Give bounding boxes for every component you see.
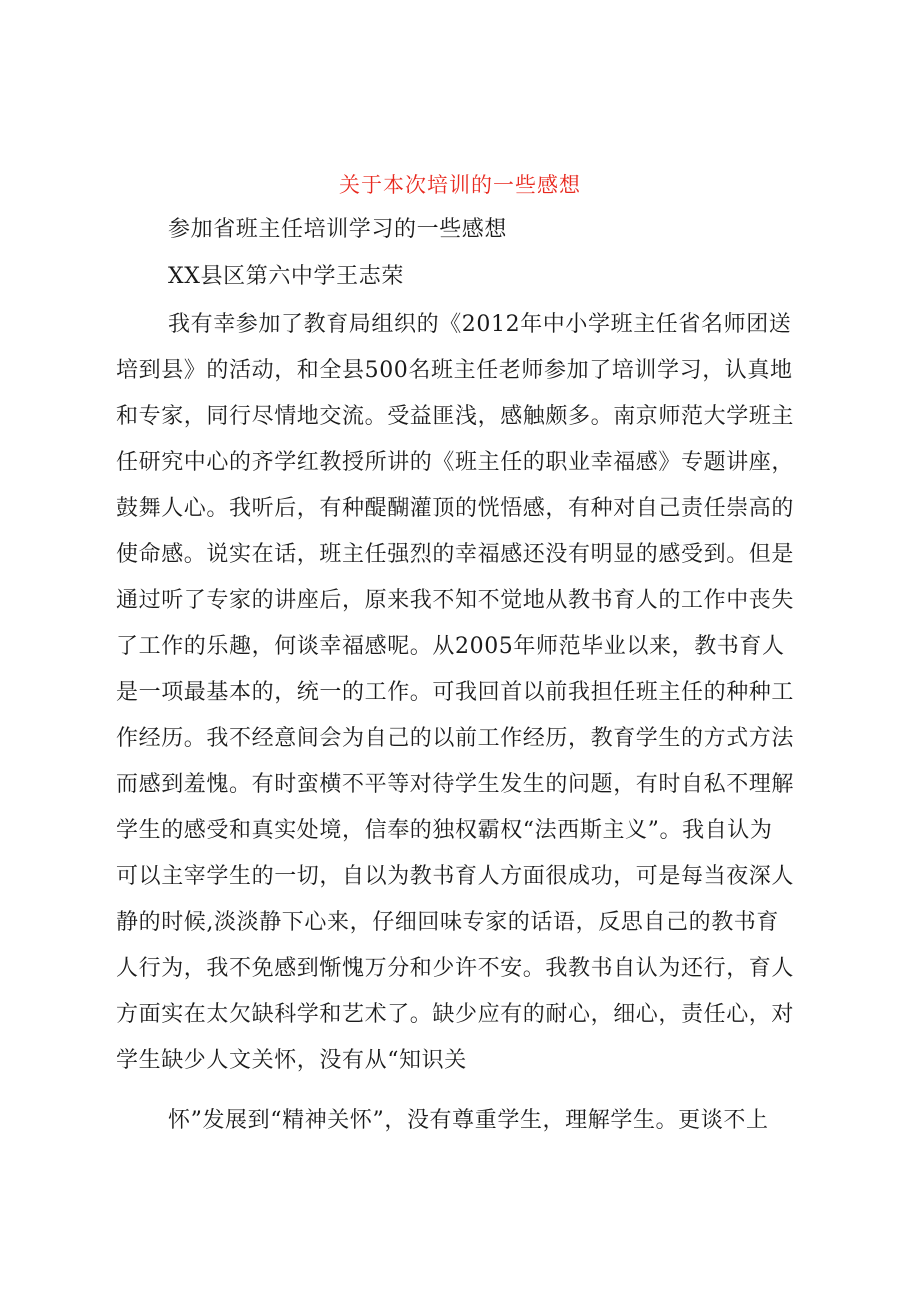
body-line: 学生缺少人文关怀，没有从“知识关 xyxy=(116,1048,467,1073)
document-author: XX县区第六中学王志荣 xyxy=(168,264,404,289)
body-line: 鼓舞人心。我听后，有种醍醐灌顶的恍悟感，有种对自己责任崇高的 xyxy=(116,496,795,521)
body-line: 和专家，同行尽情地交流。受益匪浅，感触颇多。南京师范大学班主 xyxy=(116,404,795,429)
body-line: 培到县》的活动，和全县500名班主任老师参加了培训学习，认真地 xyxy=(116,358,793,383)
document-title: 关于本次培训的一些感想 xyxy=(339,173,581,197)
body-line-continued: 怀”发展到“精神关怀”，没有尊重学生，理解学生。更谈不上 xyxy=(168,1108,769,1133)
body-line: 了工作的乐趣，何谈幸福感呢。从2005年师范毕业以来，教书育人 xyxy=(116,634,785,659)
document-subtitle: 参加省班主任培训学习的一些感想 xyxy=(168,217,508,242)
body-line: 方面实在太欠缺科学和艺术了。缺少应有的耐心，细心，责任心，对 xyxy=(116,1002,795,1027)
body-line: 人行为，我不免感到惭愧万分和少许不安。我教书自认为还行，育人 xyxy=(116,956,795,981)
body-line: 我有幸参加了教育局组织的《2012年中小学班主任省名师团送 xyxy=(168,312,792,337)
body-line: 学生的感受和真实处境，信奉的独权霸权“法西斯主义”。我自认为 xyxy=(116,818,773,843)
body-line: 通过听了专家的讲座后，原来我不知不觉地从教书育人的工作中丧失 xyxy=(116,588,795,613)
body-line: 作经历。我不经意间会为自己的以前工作经历，教育学生的方式方法 xyxy=(116,726,795,751)
body-line: 而感到羞愧。有时蛮横不平等对待学生发生的问题，有时自私不理解 xyxy=(116,772,795,797)
body-line: 可以主宰学生的一切，自以为教书育人方面很成功，可是每当夜深人 xyxy=(116,864,795,889)
body-line: 是一项最基本的，统一的工作。可我回首以前我担任班主任的种种工 xyxy=(116,680,795,705)
body-line: 使命感。说实在话，班主任强烈的幸福感还没有明显的感受到。但是 xyxy=(116,542,795,567)
body-line: 任研究中心的齐学红教授所讲的《班主任的职业幸福感》专题讲座， xyxy=(116,450,795,475)
body-line: 静的时候,淡淡静下心来，仔细回味专家的话语，反思自己的教书育 xyxy=(116,910,779,935)
